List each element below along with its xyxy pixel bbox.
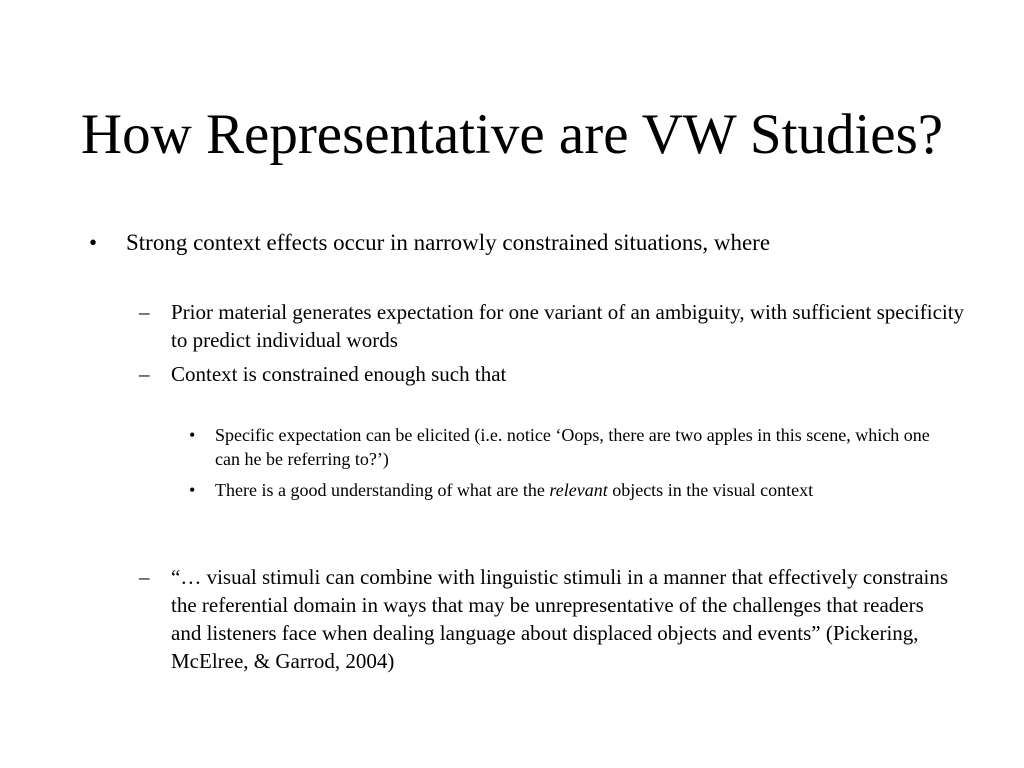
bullet-marker: • bbox=[89, 230, 98, 255]
sub-bullet-context-constrained-text: Context is constrained enough such that bbox=[171, 362, 507, 386]
bullet-main-text: Strong context effects occur in narrowly constrained situations, where bbox=[126, 230, 771, 255]
slide-title: How Representative are VW Studies? bbox=[80, 103, 944, 166]
dash-marker: – bbox=[139, 565, 150, 589]
sub-bullet-prior-material-text: Prior material generates expectation for one variant of an ambiguity, with sufficient specificity to predict individual words bbox=[171, 300, 965, 352]
sub-sub-bullet-relevant-objects-text bbox=[215, 478, 945, 502]
sub-bullet-quote-text: “… visual stimuli can combine with linguistic stimuli in a manner that effectively constrains the referential domain in ways that may be unrepresentative of the challenges that readers and listeners face when dealing language about displaced objects and events” (Pickering, McElree, & Garrod, 2004) bbox=[171, 565, 949, 673]
relevant-objects-text-after: objects in the visual context bbox=[607, 480, 814, 500]
bullet-marker: • bbox=[189, 480, 196, 500]
relevant-emphasis: relevant bbox=[549, 480, 608, 500]
dash-marker: – bbox=[139, 362, 150, 386]
bullet-marker: • bbox=[189, 425, 196, 445]
sub-sub-bullet-specific-expectation-text: Specific expectation can be elicited (i.e. notice ‘Oops, there are two apples in this scene, which one can he be referring to?’) bbox=[215, 425, 930, 469]
relevant-objects-text-before: There is a good understanding of what are the bbox=[215, 480, 550, 500]
dash-marker: – bbox=[139, 300, 150, 324]
